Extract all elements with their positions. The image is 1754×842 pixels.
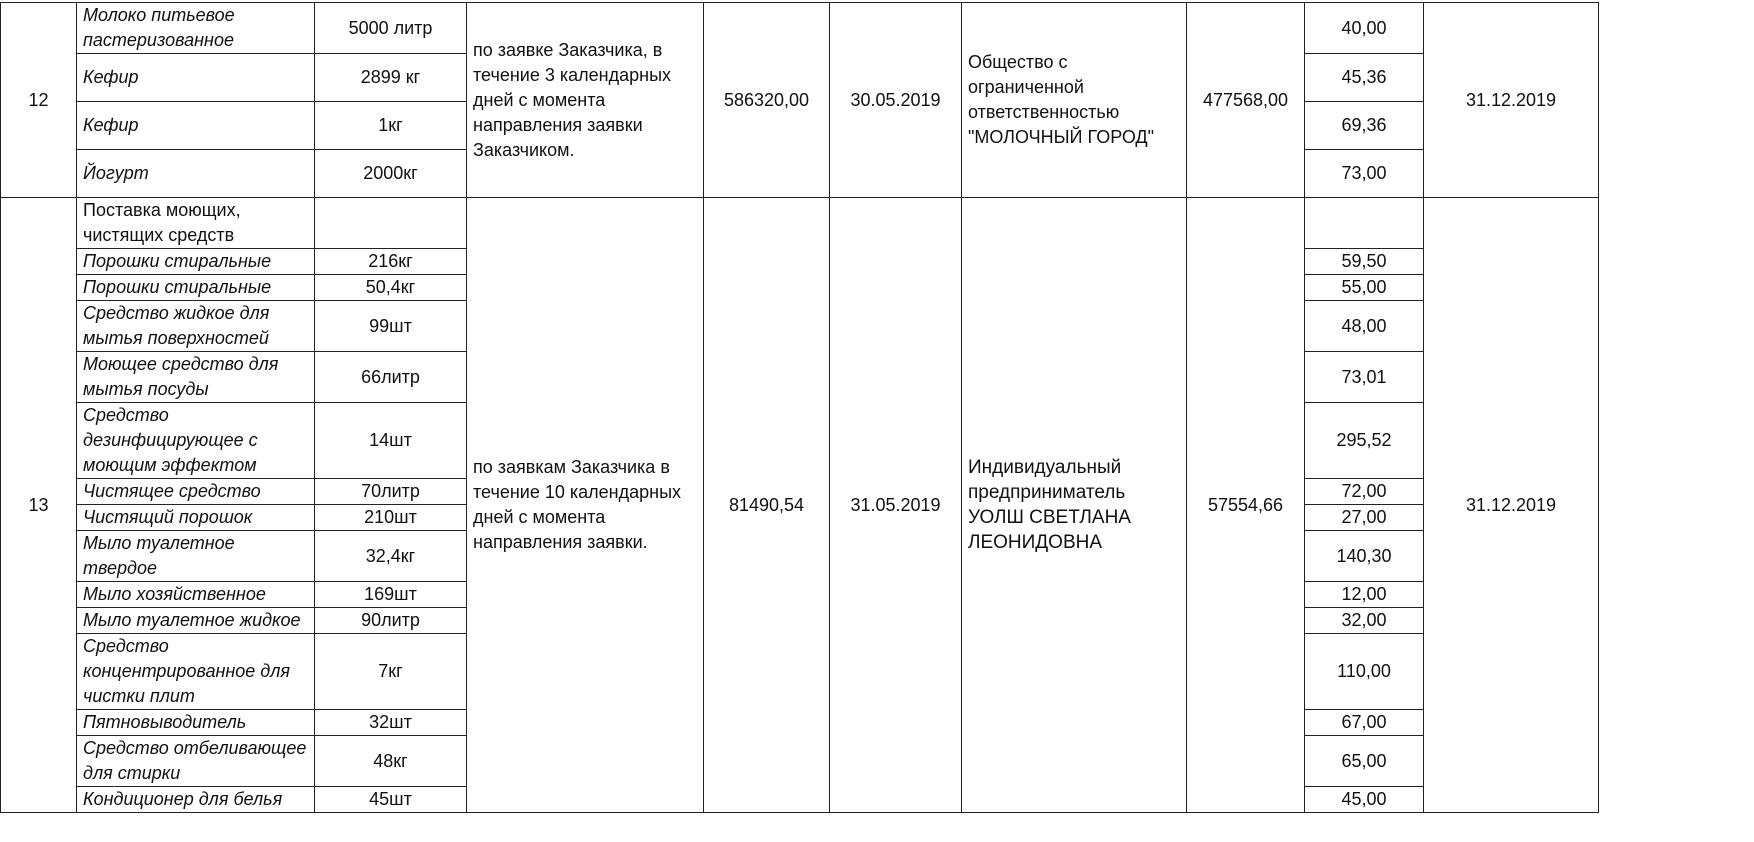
item-quantity: 66литр [315,352,467,403]
group-title: Поставка моющих, чистящих средств [77,198,315,249]
contract-date: 30.05.2019 [830,3,962,198]
table-row [1,198,1599,249]
item-quantity: 90литр [315,608,467,634]
item-quantity: 32,4кг [315,531,467,582]
contract-price: 586320,00 [704,3,830,198]
unit-price: 295,52 [1305,403,1424,479]
unit-price: 55,00 [1305,275,1424,301]
unit-price: 140,30 [1305,531,1424,582]
item-name: Кондиционер для белья [77,787,315,813]
item-name: Пятновыводитель [77,710,315,736]
unit-price: 73,01 [1305,352,1424,403]
contract-number: 13 [1,198,77,813]
item-name: Средство дезинфицирующее с моющим эффектом [77,403,315,479]
item-quantity: 5000 литр [315,3,467,54]
item-quantity: 70литр [315,479,467,505]
item-name: Кефир [77,54,315,102]
item-name: Чистящее средство [77,479,315,505]
contract-end-date: 31.12.2019 [1424,198,1599,813]
contract-number: 12 [1,3,77,198]
item-quantity: 45шт [315,787,467,813]
unit-price: 69,36 [1305,102,1424,150]
item-quantity: 2899 кг [315,54,467,102]
item-quantity: 7кг [315,634,467,710]
item-name: Моющее средство для мытья посуды [77,352,315,403]
unit-price: 65,00 [1305,736,1424,787]
contracts-table [0,2,1599,813]
supplier-name: Индивидуальный предприниматель УОЛШ СВЕТЛАНА ЛЕОНИДОВНА [962,198,1187,813]
item-name: Мыло хозяйственное [77,582,315,608]
item-name: Порошки стиральные [77,275,315,301]
item-quantity: 1кг [315,102,467,150]
unit-price: 72,00 [1305,479,1424,505]
item-quantity: 48кг [315,736,467,787]
unit-price: 32,00 [1305,608,1424,634]
item-name: Средство отбеливающее для стирки [77,736,315,787]
item-name: Молоко питьевое пастеризованное [77,3,315,54]
unit-price: 45,00 [1305,787,1424,813]
contract-date: 31.05.2019 [830,198,962,813]
unit-price: 110,00 [1305,634,1424,710]
unit-price: 59,50 [1305,249,1424,275]
item-quantity: 169шт [315,582,467,608]
item-name: Мыло туалетное жидкое [77,608,315,634]
unit-price: 27,00 [1305,505,1424,531]
item-name: Средство жидкое для мытья поверхностей [77,301,315,352]
item-quantity [315,198,467,249]
item-name: Мыло туалетное твердое [77,531,315,582]
unit-price: 48,00 [1305,301,1424,352]
unit-price [1305,198,1424,249]
delivery-terms: по заявкам Заказчика в течение 10 календарных дней с момента направления заявки. [467,198,704,813]
unit-price: 45,36 [1305,54,1424,102]
contract-amount: 57554,66 [1187,198,1305,813]
contract-end-date: 31.12.2019 [1424,3,1599,198]
unit-price: 12,00 [1305,582,1424,608]
item-quantity: 50,4кг [315,275,467,301]
item-quantity: 210шт [315,505,467,531]
contract-amount: 477568,00 [1187,3,1305,198]
delivery-terms: по заявке Заказчика, в течение 3 календарных дней с момента направления заявки Заказчиком. [467,3,704,198]
item-quantity: 99шт [315,301,467,352]
item-name: Кефир [77,102,315,150]
unit-price: 67,00 [1305,710,1424,736]
item-name: Порошки стиральные [77,249,315,275]
item-name: Средство концентрированное для чистки плит [77,634,315,710]
unit-price: 40,00 [1305,3,1424,54]
item-quantity: 216кг [315,249,467,275]
item-quantity: 2000кг [315,150,467,198]
table-row [1,3,1599,54]
contract-price: 81490,54 [704,198,830,813]
item-name: Йогурт [77,150,315,198]
item-name: Чистящий порошок [77,505,315,531]
unit-price: 73,00 [1305,150,1424,198]
item-quantity: 14шт [315,403,467,479]
supplier-name: Общество с ограниченной ответственностью "МОЛОЧНЫЙ ГОРОД" [962,3,1187,198]
item-quantity: 32шт [315,710,467,736]
